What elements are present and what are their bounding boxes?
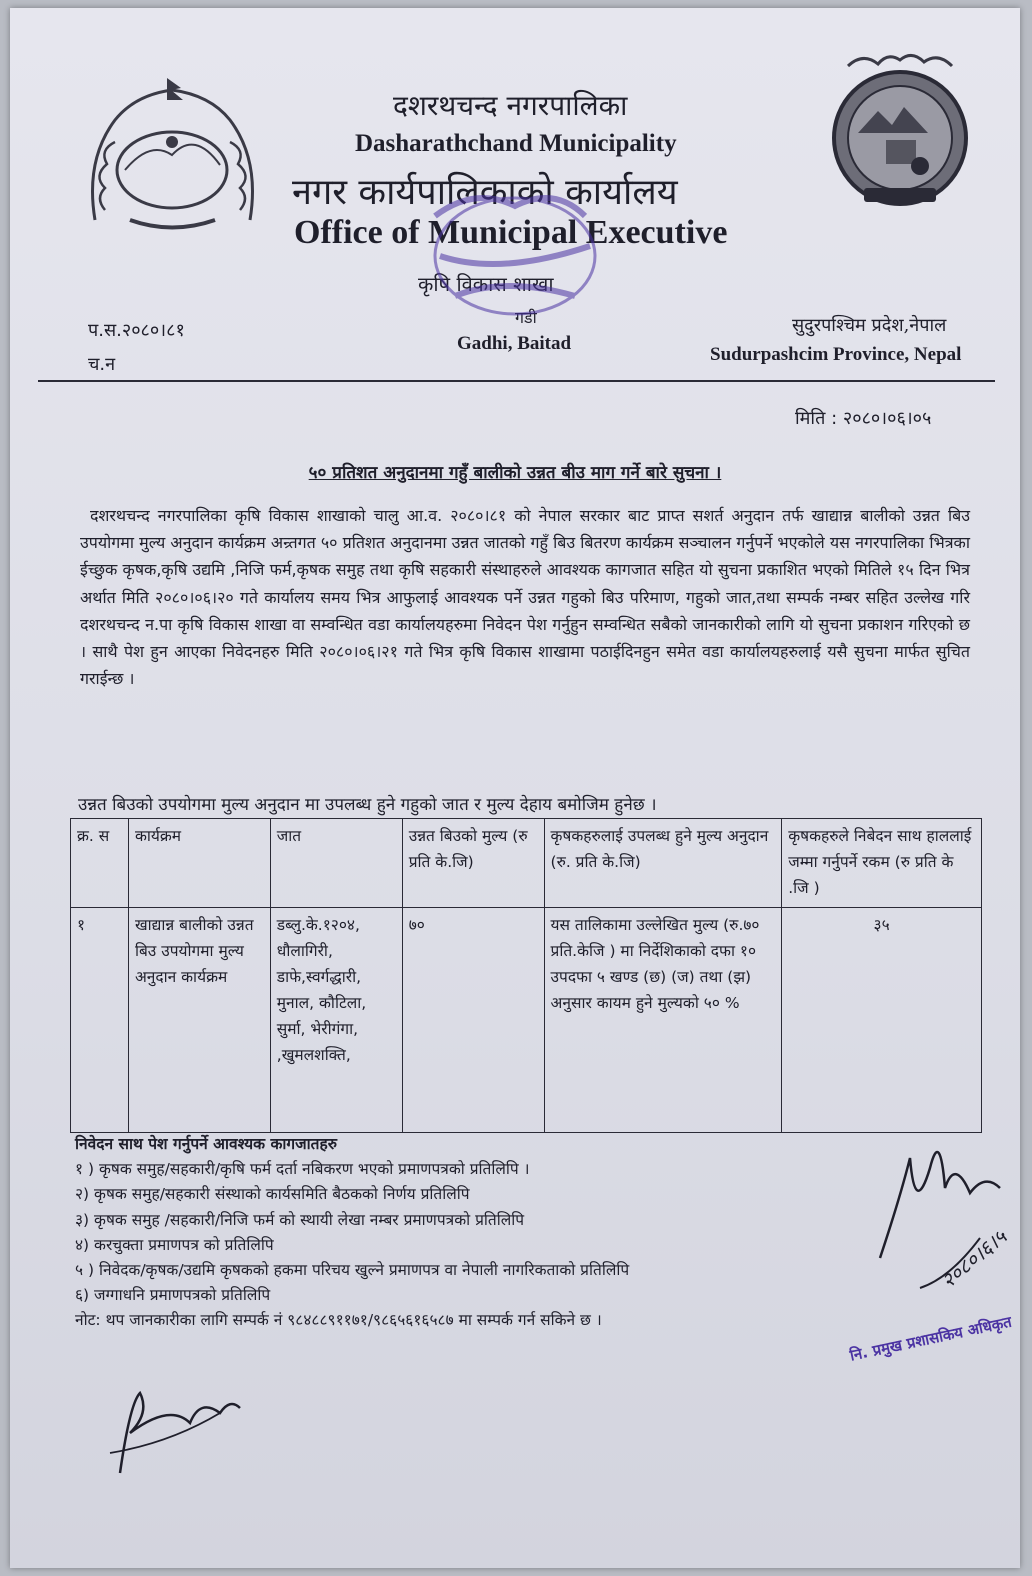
list-item: ३) कृषक समुह /सहकारी/निजि फर्म को स्थायी लेखा नम्बर प्रमाणपत्रको प्रतिलिपि [75, 1210, 525, 1229]
notice-body: दशरथचन्द नगरपालिका कृषि विकास शाखाको चालु आ.व. २०८०।८१ को नेपाल सरकार बाट प्राप्त सशर्त अनुदान तर्फ खाद्यान्न बालीको उन्नत बिउ उपयोगमा मुल्य अनुदान कार्यक्रम अन्र्तगत ५० प्रतिशत अनुदानमा उन्नत जातको गहुँ बिउ बितरण कार्यक्रम सञ्चालन गर्नुपर्ने भएकोले यस नगरपालिका भित्रका ईच्छुक कृषक,कृषि उद्यमि ,निजि फर्म,कृषक समुह तथा कृषि सहकारी संस्थाहरुले आवश्यक कागजात सहित यो सुचना प्रकाशित भएको मितिले १५ दिन भित्र अर्थात मिति २०८०।०६।२० गते कार्यालय समय भित्र आफुलाई आवश्यक पर्ने उन्नत गहुको बिउ परिमाण, गहुको जात,तथा सम्पर्क नम्बर सहित उल्लेख गरि दशरथचन्द न.पा कृषि विकास शाखा वा सम्वन्धित वडा कार्यालयहरुमा निवेदन पेश गर्नुहुन सम्वन्धित सबैको जानकारीको लागि यो सुचना प्रकाशन गरिएको छ । साथै पेश हुन आएका निवेदनहरु मिति २०८०।०६।२१ गते भित्र कृषि विकास शाखामा पठाईदिनहुन समेत वडा कार्यालयहरुलाई यसै सुचना मार्फत सुचित गराईन्छ । [80, 506, 970, 689]
list-item: ४) करचुक्ता प्रमाणपत्र को प्रतिलिपि [75, 1235, 274, 1254]
col-header-program: कार्यक्रम [128, 819, 270, 908]
table-header-row [71, 819, 982, 908]
col-header-subsidy: कृषकहरुलाई उपलब्ध हुने मुल्य अनुदान (रु. प्रति के.जि) [544, 819, 782, 908]
notice-date: मिति : २०८०।०६।०५ [795, 408, 932, 429]
table-intro: उन्नत बिउको उपयोगमा मुल्य अनुदान मा उपलब्ध हुने गहुको जात र मुल्य देहाय बमोजिम हुनेछ । [78, 795, 657, 815]
cell-serial: १ [71, 908, 129, 1133]
dispatch-number: च.न [88, 354, 116, 375]
reference-number: प.स.२०८०।८१ [88, 320, 185, 341]
col-header-deposit: कृषकहरुले निबेदन साथ हाललाई जम्मा गर्नुपर्ने रकम (रु प्रति के .जि ) [782, 819, 982, 908]
staff-signature-icon [100, 1373, 250, 1483]
nepal-emblem-icon [75, 70, 270, 235]
contact-note: नोट: थप जानकारीका लागि सम्पर्क नं ९८४८८९११७१/९८६५६१६५८७ मा सम्पर्क गर्न सकिने छ । [75, 1311, 602, 1330]
required-documents [75, 1132, 629, 1334]
list-item: १ ) कृषक समुह/सहकारी/कृषि फर्म दर्ता नबिकरण भएको प्रमाणपत्रको प्रतिलिपि । [75, 1160, 530, 1179]
municipality-seal-icon [828, 48, 973, 220]
cell-program: खाद्यान्न बालीको उन्नत बिउ उपयोगमा मुल्य अनुदान कार्यक्रम [128, 908, 270, 1133]
office-stamp-icon [415, 176, 615, 336]
list-item: ५ ) निवेदक/कृषक/उद्यमि कृषकको हकमा परिचय खुल्ने प्रमाणपत्र वा नेपाली नागरिकताको प्रतिलिपि [75, 1261, 630, 1280]
officer-designation: नि. प्रमुख प्रशासकिय अधिकृत [848, 1312, 1014, 1365]
list-item: २) कृषक समुह/सहकारी संस्थाको कार्यसमिति बैठकको निर्णय प्रतिलिपि [75, 1185, 470, 1204]
col-header-seed-price: उन्नत बिउको मुल्य (रु प्रति के.जि) [402, 819, 544, 908]
province-english: Sudurpashcim Province, Nepal [710, 344, 962, 365]
notice-sheet [10, 8, 1020, 1568]
municipality-name-english: Dasharathchand Municipality [355, 130, 677, 157]
cell-variety: डब्लु.के.१२०४, धौलागिरी, डाफे,स्वर्गद्धारी, मुनाल, कौटिला, सुर्मा, भेरीगंगा, ,खुमलशक्ति, [270, 908, 402, 1133]
office-name-nepali: नगर कार्यपालिकाको कार्यालय [292, 172, 678, 213]
header-divider [38, 380, 995, 382]
province-nepali: सुदुरपश्चिम प्रदेश,नेपाल [792, 315, 947, 336]
col-header-serial: क्र. स [71, 819, 129, 908]
municipality-name-nepali: दशरथचन्द नगरपालिका [393, 89, 628, 122]
office-name-english: Office of Municipal Executive [294, 214, 728, 251]
place-name-nepali: गडी [515, 308, 537, 327]
notice-title: ५० प्रतिशत अनुदानमा गहुँ बालीको उन्नत बीउ माग गर्ने बारे सुचना । [308, 463, 722, 483]
section-name: कृषि विकास शाखा [418, 272, 554, 296]
col-header-variety: जात [270, 819, 402, 908]
list-item: ६) जग्गाधनि प्रमाणपत्रको प्रतिलिपि [75, 1286, 271, 1305]
place-name-english: Gadhi, Baitad [457, 333, 572, 354]
table-row [71, 908, 982, 1133]
documents-heading: निवेदन साथ पेश गर्नुपर्ने आवश्यक कागजातहरु [75, 1135, 337, 1153]
cell-seed-price: ७० [402, 908, 544, 1133]
cell-subsidy: यस तालिकामा उल्लेखित मुल्य (रु.७० प्रति.केजि ) मा निर्देशिकाको दफा १० उपदफा ५ खण्ड (छ) (ज) तथा (झ) अनुसार कायम हुने मुल्यको ५० % [544, 908, 782, 1133]
seed-subsidy-table [70, 818, 982, 1133]
cell-deposit: ३५ [782, 908, 982, 1133]
signature-date: २०८०।६।५ [936, 1224, 1012, 1293]
